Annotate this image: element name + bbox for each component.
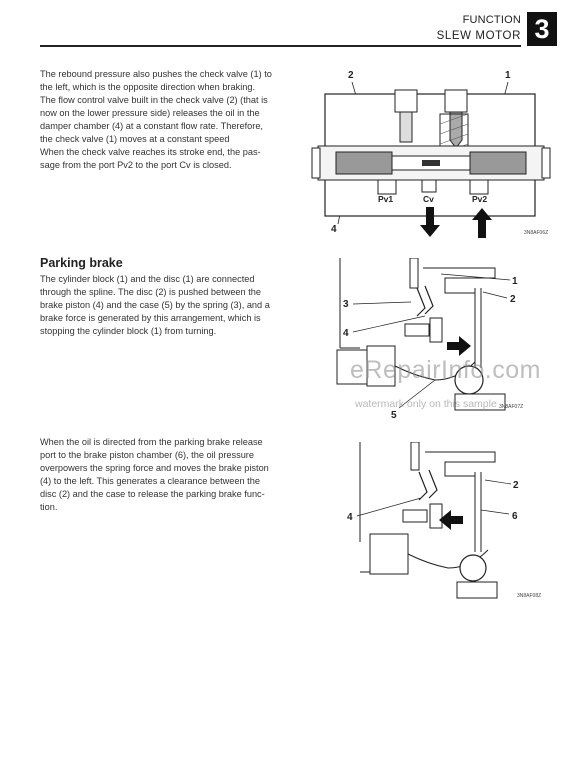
- paragraph-check-valve: [40, 68, 290, 172]
- arrow-left-icon: [439, 510, 463, 530]
- diagram-code: 3N8AF07Z: [499, 404, 524, 410]
- text-line: the left, which is the opposite direction when braking.: [40, 82, 256, 92]
- text-line: overpowers the spring force and moves the brake piston: [40, 463, 269, 473]
- watermark-main: eRepairInfo.com: [350, 356, 541, 384]
- watermark-sub: watermark only on this sample: [355, 398, 497, 410]
- callout-2: 2: [348, 70, 354, 81]
- text-line: The rebound pressure also pushes the check valve (1) to: [40, 69, 272, 79]
- check-valve-diagram: [300, 62, 560, 247]
- text-line: the check valve (1) moves at a constant speed: [40, 134, 230, 144]
- text-line: When the oil is directed from the parking brake release: [40, 437, 263, 447]
- arrow-right-icon: [447, 336, 471, 356]
- callout-4: 4: [343, 328, 349, 339]
- text-line: through the spline. The disc (2) is pushed between the: [40, 287, 261, 297]
- text-line: disc (2) and the case to release the parking brake func-: [40, 489, 265, 499]
- port-cv-label: Cv: [423, 194, 434, 204]
- callout-1: 1: [505, 70, 511, 81]
- text-line: now on the lower pressure side) releases the oil in the: [40, 108, 260, 118]
- paragraph-brake-release: [40, 436, 290, 514]
- text-line: brake piston (4) and the case (5) by the spring (3), and a: [40, 300, 270, 310]
- text-line: When the check valve reaches its stroke end, the pas-: [40, 147, 261, 157]
- callout-4: 4: [331, 224, 337, 235]
- header-function-label: FUNCTION: [462, 14, 521, 26]
- diagram-code: 3N8AF06Z: [524, 230, 549, 236]
- port-pv1-label: Pv1: [378, 194, 394, 204]
- port-pv2-label: Pv2: [472, 194, 488, 204]
- text-line: sage from the port Pv2 to the port Cv is closed.: [40, 160, 232, 170]
- text-line: damper chamber (4) at a constant flow rate. Therefore,: [40, 121, 263, 131]
- callout-4: 4: [347, 512, 353, 523]
- header-section-title: SLEW MOTOR: [436, 30, 521, 42]
- text-line: stopping the cylinder block (1) from turning.: [40, 326, 217, 336]
- text-line: brake force is generated by this arrangement, which is: [40, 313, 261, 323]
- paragraph-parking-brake: [40, 273, 290, 338]
- text-line: port to the brake piston chamber (6), the oil pressure: [40, 450, 254, 460]
- text-line: tion.: [40, 502, 58, 512]
- header-rule: [40, 45, 521, 47]
- callout-6: 6: [512, 511, 518, 522]
- callout-2: 2: [510, 294, 516, 305]
- text-line: (4) to the left. This generates a clearance between the: [40, 476, 260, 486]
- section-heading-parking-brake: Parking brake: [40, 256, 123, 270]
- diagram-code: 3N8AF08Z: [517, 593, 542, 599]
- callout-1: 1: [512, 276, 518, 287]
- parking-brake-engaged-diagram: [335, 258, 535, 420]
- callout-2: 2: [513, 480, 519, 491]
- text-line: The flow control valve built in the check valve (2) (that is: [40, 95, 268, 105]
- callout-5: 5: [391, 410, 397, 420]
- text-line: The cylinder block (1) and the disc (1) are connected: [40, 274, 255, 284]
- callout-3: 3: [343, 299, 349, 310]
- section-number-badge: 3: [527, 12, 557, 46]
- parking-brake-released-diagram: [345, 442, 545, 607]
